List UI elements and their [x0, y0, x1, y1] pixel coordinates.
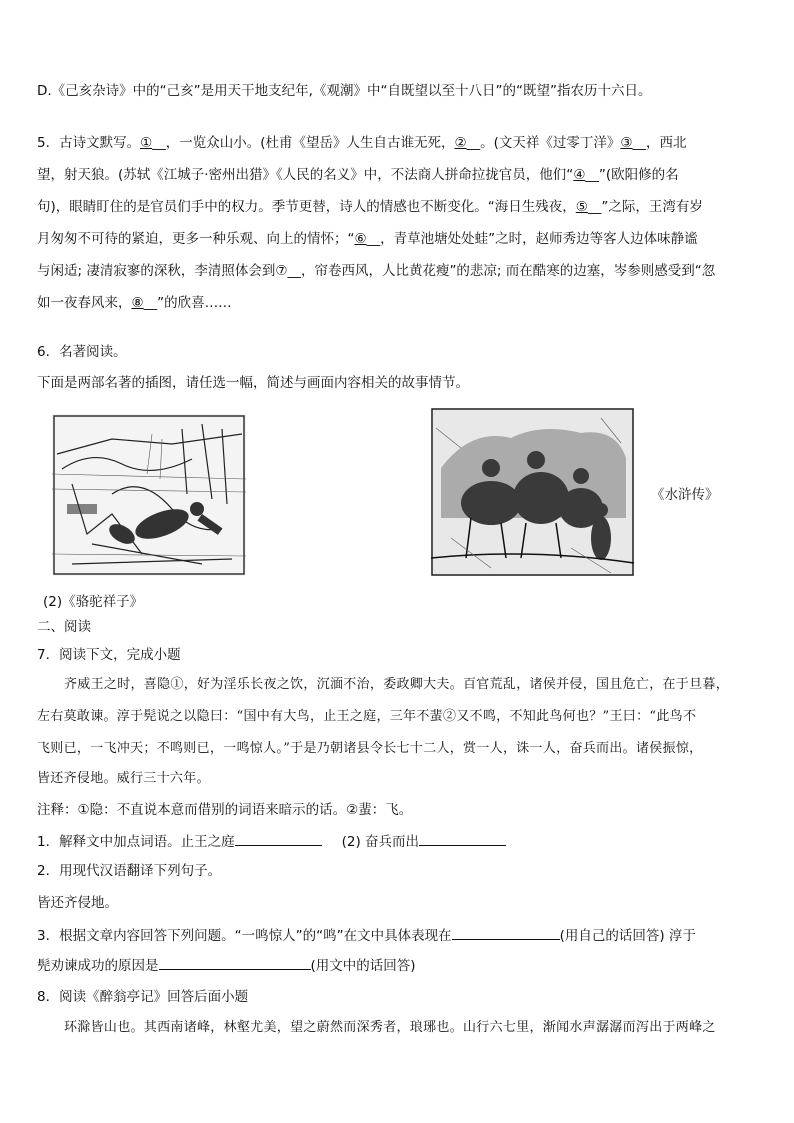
q4-option-d: D.《己亥杂诗》中的“己亥”是用天干地支纪年,《观潮》中“自既望以至十八日”的“既望”指农历十六日。	[37, 83, 652, 99]
q7-sub1: 1．解释文中加点词语。止王之庭 (2) 奋兵而出	[37, 831, 506, 852]
illustration-left	[52, 414, 246, 576]
q7-title: 7．阅读下文，完成小题	[37, 647, 181, 663]
illustration-left-image	[52, 414, 246, 576]
caption-water-margin: 《水浒传》	[651, 487, 719, 503]
answer-blank-3[interactable]	[452, 925, 560, 940]
q8-title: 8．阅读《醉翁亭记》回答后面小题	[37, 989, 249, 1005]
q7-sub2: 2．用现代汉语翻译下列句子。	[37, 863, 222, 879]
q5-line-4: 月匆匆不可待的紧迫，更多一种乐观、向上的情怀；“⑥__，青草池塘处处蛙”之时，赵师秀边等客人边体味静谧	[37, 231, 698, 247]
q6-title: 6．名著阅读。	[37, 344, 127, 360]
answer-blank-4[interactable]	[159, 955, 311, 970]
q7-passage-line-2: 左右莫敢谏。淳于髡说之以隐曰：“国中有大鸟，止王之庭，三年不蜚②又不鸣，不知此鸟何也？”王曰：“此鸟不	[37, 709, 697, 724]
q6-prompt: 下面是两部名著的插图，请任选一幅，简述与画面内容相关的故事情节。	[37, 375, 469, 391]
q5-line-1: 5．古诗文默写。①__，一览众山小。(杜甫《望岳》人生自古谁无死，②__。(文天祥《过零丁洋》③__，西北	[37, 135, 687, 151]
answer-blank-1[interactable]	[235, 831, 322, 846]
q5-line-6: 如一夜春风来，⑧__”的欣喜……	[37, 295, 232, 311]
q7-sub2-sentence: 皆还齐侵地。	[37, 895, 118, 911]
q7-sub3-line-1: 3．根据文章内容回答下列问题。“一鸣惊人”的“鸣”在文中具体表现在 (用自己的话回答) 淳于	[37, 925, 696, 946]
q7-passage-line-3: 飞则已，一飞冲天；不鸣则已，一鸣惊人。”于是乃朝诸县令长七十二人，赏一人，诛一人，奋兵而出。诸侯振惊，	[37, 741, 703, 756]
section-reading: 二、阅读	[37, 619, 91, 635]
illustration-right	[431, 408, 634, 576]
q7-sub3-line-2: 髡劝谏成功的原因是 (用文中的话回答)	[37, 955, 416, 976]
illustration-right-image	[431, 408, 634, 576]
q5-line-3: 句)，眼睛盯住的是官员们手中的权力。季节更替，诗人的情感也不断变化。“海日生残夜，⑤__”之际，王湾有岁	[37, 199, 703, 215]
caption-camel-xiangzi: (2)《骆驼祥子》	[43, 594, 144, 610]
q7-passage-line-4: 皆还齐侵地。威行三十六年。	[37, 771, 210, 786]
q7-note: 注释：①隐：不直说本意而借别的词语来暗示的话。②蜚：飞。	[37, 802, 413, 818]
q8-passage-line-1: 环滁皆山也。其西南诸峰，林壑尤美，望之蔚然而深秀者，琅琊也。山行六七里，渐闻水声潺潺而泻出于两峰之	[64, 1020, 716, 1035]
answer-blank-2[interactable]	[419, 831, 506, 846]
q5-line-2: 望，射天狼。(苏轼《江城子·密州出猎》《人民的名义》中，不法商人拼命拉拢官员，他们“④__”(欧阳修的名	[37, 167, 679, 183]
q5-line-5: 与闲适; 凄清寂寥的深秋，李清照体会到⑦__，帘卷西风，人比黄花瘦”的悲凉; 而在酷寒的边塞，岑参则感受到“忽	[37, 263, 716, 279]
q7-passage-line-1: 齐威王之时，喜隐①，好为淫乐长夜之饮，沉湎不治，委政卿大夫。百官荒乱，诸侯并侵，国且危亡，在于旦暮，	[64, 677, 730, 692]
